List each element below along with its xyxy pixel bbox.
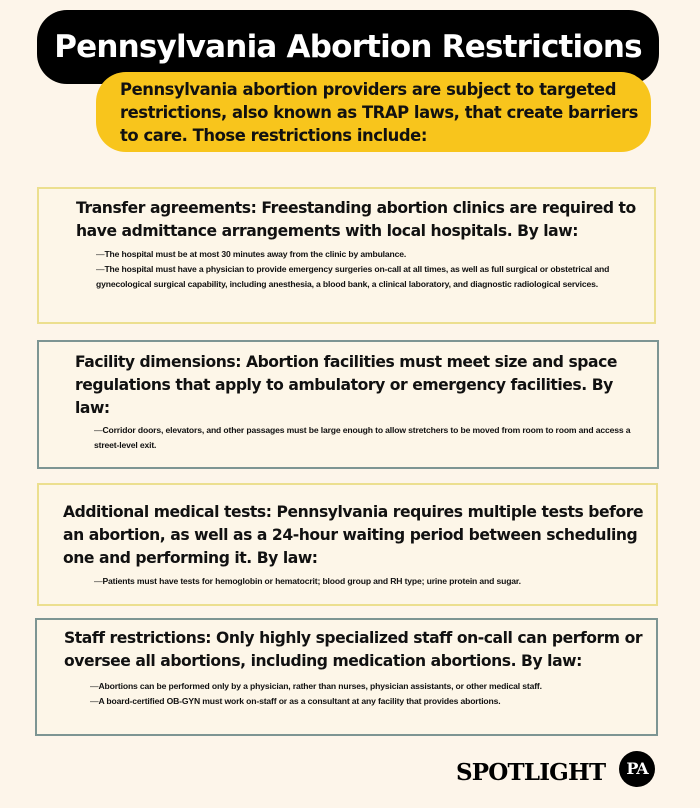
bullet-item: — Abortions can be performed only by a physician, rather than nurses, physician assistants, or other medical staff. [90, 679, 655, 694]
section-bullets [96, 247, 656, 292]
section-heading: Staff restrictions: Only highly specialized staff on-call can perform or oversee all abortions, including medication abortions. By law: [64, 629, 643, 670]
section-heading: Additional medical tests: Pennsylvania requires multiple tests before an abortion, as well as a 24-hour waiting period between scheduling one and performing it. By law: [63, 503, 644, 567]
spotlight-pa-logo [456, 752, 676, 792]
bullet-item: — A board-certified OB-GYN must work on-staff or as a consultant at any facility that provides abortions. [90, 694, 655, 709]
section-bullets [94, 423, 654, 453]
section-additional-medical-tests [37, 483, 658, 606]
intro-callout [96, 72, 651, 152]
section-bullets [94, 574, 654, 589]
bullet-item: — The hospital must be at most 30 minutes away from the clinic by ambulance. [96, 247, 656, 262]
page-title: Pennsylvania Abortion Restrictions [54, 29, 642, 65]
section-transfer-agreements [37, 187, 656, 324]
section-bullets [90, 679, 655, 709]
intro-text: Pennsylvania abortion providers are subject to targeted restrictions, also known as TRAP laws, that create barriers to care. Those restrictions include: [120, 80, 638, 145]
section-staff-restrictions [35, 618, 658, 736]
section-facility-dimensions [37, 340, 659, 469]
logo-badge-icon: PA [619, 751, 655, 787]
bullet-item: — Corridor doors, elevators, and other passages must be large enough to allow stretchers to be moved from room to room and access a street-level exit. [94, 423, 654, 453]
bullet-item: — Patients must have tests for hemoglobin or hematocrit; blood group and RH type; urine protein and sugar. [94, 574, 654, 589]
section-heading: Transfer agreements: Freestanding abortion clinics are required to have admittance arrangements with local hospitals. By law: [76, 199, 636, 240]
logo-wordmark: SPOTLIGHT [456, 759, 606, 786]
bullet-item: — The hospital must have a physician to provide emergency surgeries on-call at all times, as well as full surgical or obstetrical and gynecological surgical capability, including anesthesia, a blood bank, a clinical laboratory, and diagnostic radiological services. [96, 262, 656, 292]
section-heading: Facility dimensions: Abortion facilities must meet size and space regulations that apply to ambulatory or emergency facilities. By law: [75, 353, 618, 417]
